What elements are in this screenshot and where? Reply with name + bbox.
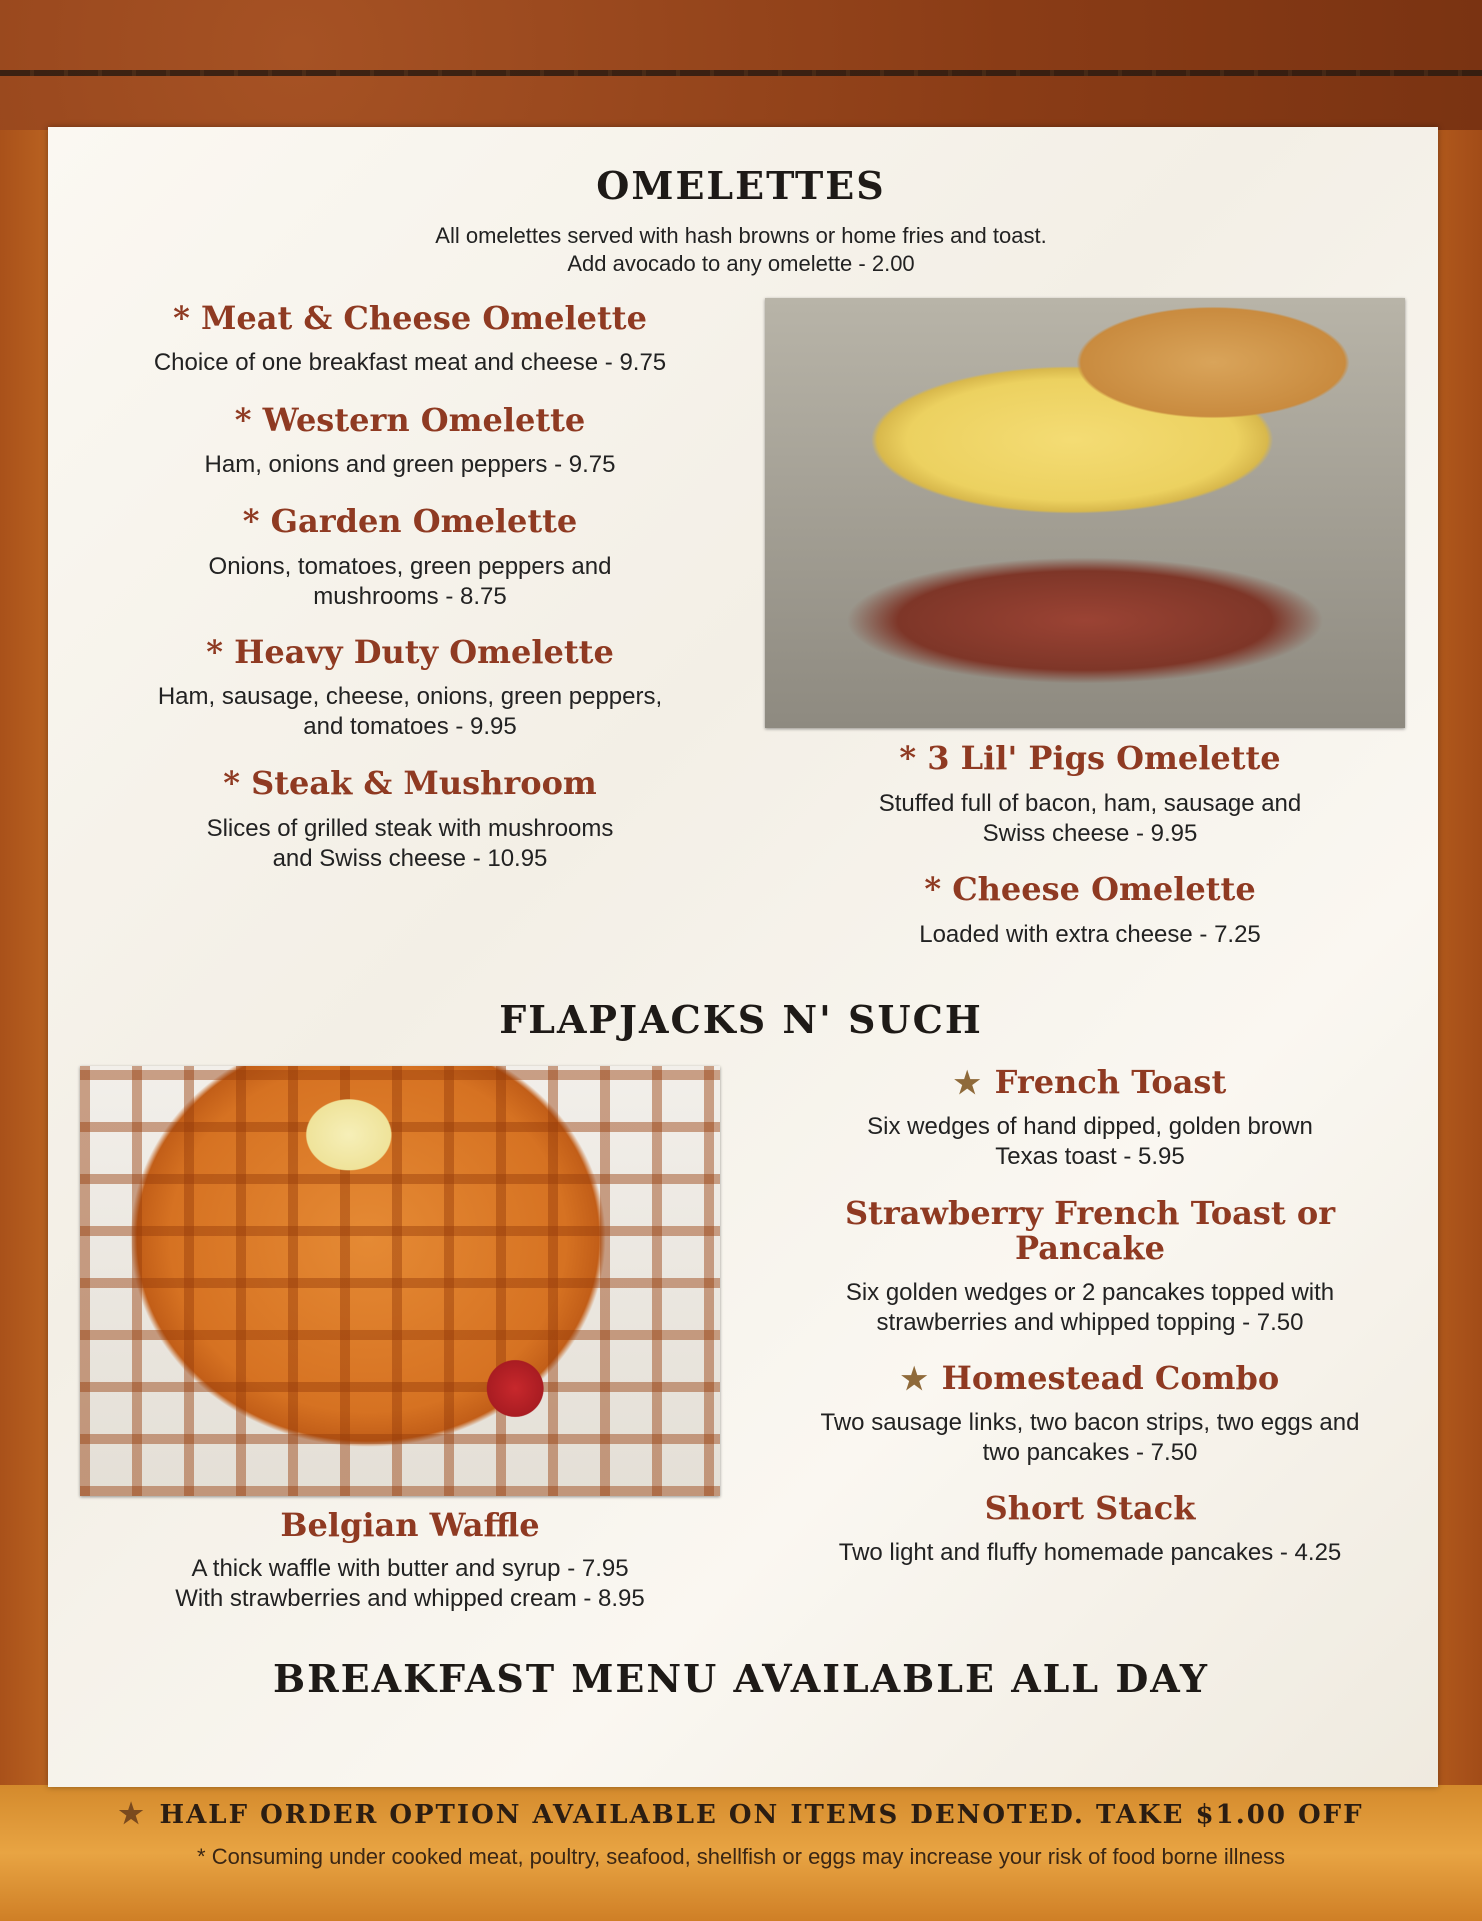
item-name-cheese: * Cheese Omelette <box>924 870 1256 908</box>
omelettes-intro-line1: All omelettes served with hash browns or home fries and toast. <box>435 223 1047 248</box>
half-order-notice <box>0 1797 1482 1830</box>
top-background-band <box>0 0 1482 130</box>
item-name-meat-cheese: * Meat & Cheese Omelette <box>173 299 647 337</box>
item-desc-3-lil-pigs-line2: Swiss cheese - 9.95 <box>982 820 1198 847</box>
item-desc-french-toast-line2: Texas toast - 5.95 <box>995 1143 1185 1170</box>
omelette-photo <box>765 298 1405 728</box>
item-desc-garden-line2: mushrooms - 8.75 <box>313 583 507 610</box>
item-desc-steak-mushroom-line2: and Swiss cheese - 10.95 <box>272 845 548 872</box>
half-order-notice-text: HALF ORDER OPTION AVAILABLE ON ITEMS DENOTED. TAKE $1.00 OFF <box>159 1800 1364 1830</box>
item-desc-western: Ham, onions and green peppers - 9.75 <box>204 451 616 478</box>
item-desc-homestead-line1: Two sausage links, two bacon strips, two eggs and <box>820 1409 1360 1436</box>
item-desc-steak-mushroom-line1: Slices of grilled steak with mushrooms <box>206 815 614 842</box>
item-name-short-stack: Short Stack <box>984 1489 1196 1527</box>
waffle-photo <box>80 1066 720 1496</box>
item-desc-belgian-waffle-line2: With strawberries and whipped cream - 8.95 <box>175 1585 645 1612</box>
item-desc-garden-line1: Onions, tomatoes, green peppers and <box>208 553 612 580</box>
item-name-steak-mushroom: * Steak & Mushroom <box>223 764 597 802</box>
item-desc-strawberry-line2: strawberries and whipped topping - 7.50 <box>876 1309 1304 1336</box>
item-desc-french-toast-line1: Six wedges of hand dipped, golden brown <box>867 1113 1313 1140</box>
item-desc-heavy-duty-line2: and tomatoes - 9.95 <box>303 713 517 740</box>
item-name-strawberry-line2: Pancake <box>1015 1229 1165 1267</box>
item-desc-meat-cheese: Choice of one breakfast meat and cheese - 9.75 <box>153 349 667 376</box>
item-desc-belgian-waffle-line1: A thick waffle with butter and syrup - 7.95 <box>191 1555 629 1582</box>
item-name-heavy-duty: * Heavy Duty Omelette <box>206 633 614 671</box>
half-order-star-icon: ★ <box>900 1362 928 1397</box>
item-desc-heavy-duty-line1: Ham, sausage, cheese, onions, green peppers, <box>157 683 663 710</box>
omelettes-title: OMELETTES <box>596 163 886 208</box>
half-order-star-icon: ★ <box>118 1797 146 1830</box>
item-name-french-toast-label: French Toast <box>994 1063 1227 1101</box>
item-desc-short-stack: Two light and fluffy homemade pancakes - 4.25 <box>838 1539 1342 1566</box>
item-name-strawberry-line1: Strawberry French Toast or <box>844 1194 1336 1232</box>
flapjacks-title: FLAPJACKS N' SUCH <box>499 997 983 1042</box>
omelettes-intro-line2: Add avocado to any omelette - 2.00 <box>567 251 915 276</box>
item-desc-homestead-line2: two pancakes - 7.50 <box>982 1439 1198 1466</box>
item-desc-cheese: Loaded with extra cheese - 7.25 <box>919 921 1261 948</box>
food-safety-disclaimer: * Consuming under cooked meat, poultry, seafood, shellfish or eggs may increase your risk of food borne illness <box>197 1844 1285 1869</box>
item-name-3-lil-pigs: * 3 Lil' Pigs Omelette <box>899 739 1281 777</box>
half-order-star-icon: ★ <box>953 1066 981 1101</box>
item-name-garden: * Garden Omelette <box>242 502 578 540</box>
item-name-belgian-waffle: Belgian Waffle <box>280 1506 540 1544</box>
item-desc-3-lil-pigs-line1: Stuffed full of bacon, ham, sausage and <box>878 790 1302 817</box>
item-name-homestead-combo-label: Homestead Combo <box>941 1359 1280 1397</box>
barbed-wire-decoration <box>0 70 1482 76</box>
item-name-homestead-combo <box>770 1360 1410 1398</box>
item-name-western: * Western Omelette <box>234 401 586 439</box>
item-desc-strawberry-line1: Six golden wedges or 2 pancakes topped with <box>845 1279 1335 1306</box>
breakfast-all-day-banner: BREAKFAST MENU AVAILABLE ALL DAY <box>272 1656 1210 1701</box>
item-name-french-toast <box>770 1064 1410 1102</box>
